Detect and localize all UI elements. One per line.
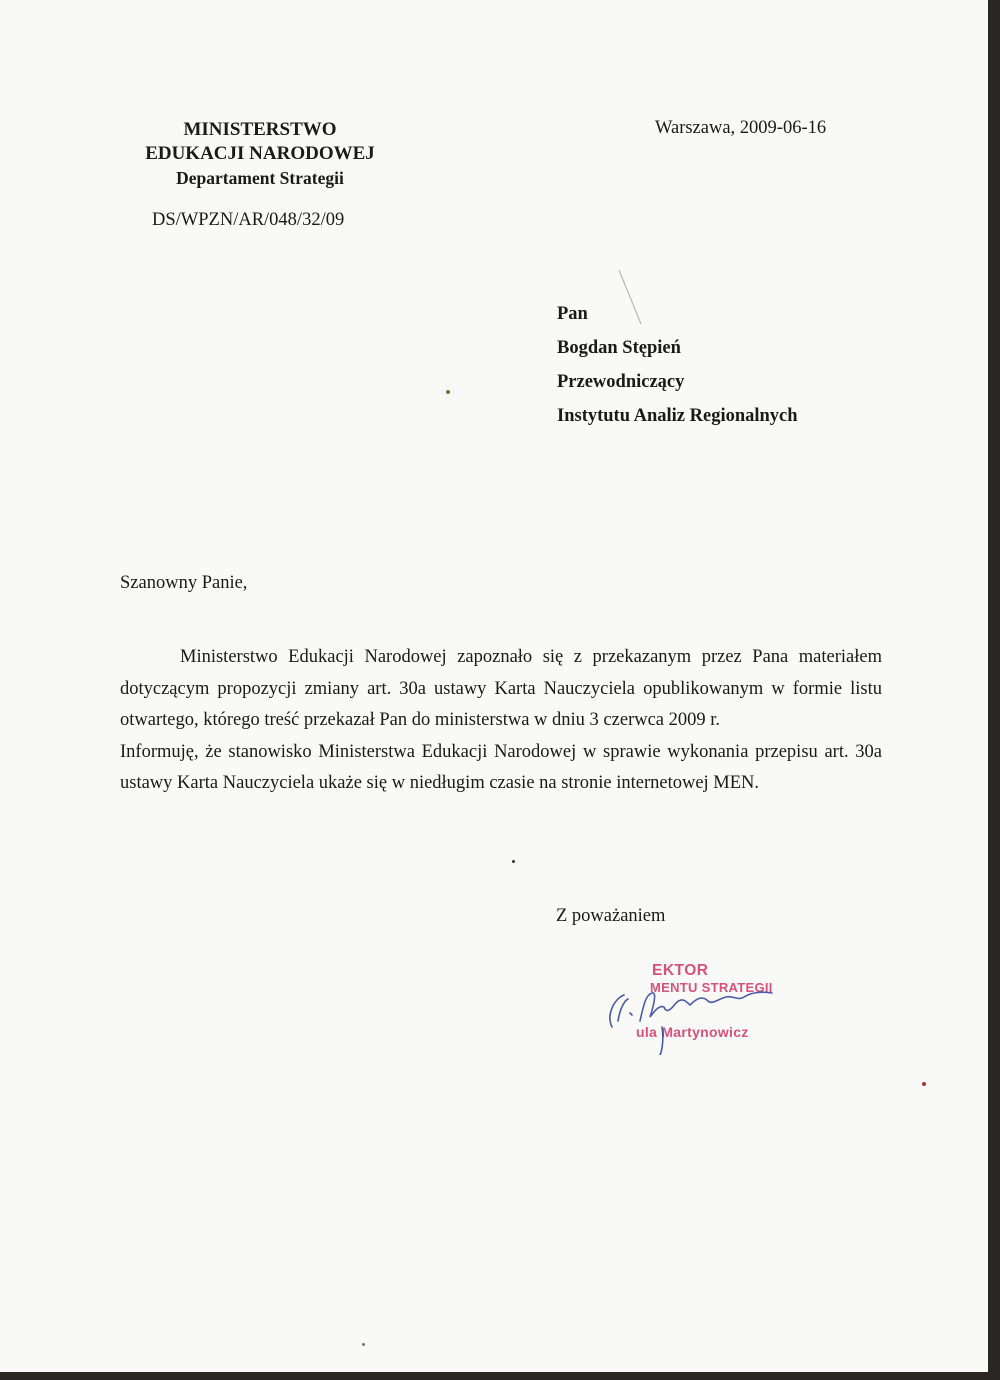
svg-text:ula Martynowicz: ula Martynowicz <box>636 1024 749 1040</box>
place-and-date: Warszawa, 2009-06-16 <box>655 118 827 138</box>
scan-speck <box>362 1343 365 1346</box>
body-paragraph-1: Ministerstwo Edukacji Narodowej zapoznało się z przekazanym przez Pana materiałem dotyczącym propozycji zmiany art. 30a ustawy Karta Nauczyciela opublikowanym w formie listu otwartego, którego treść przekazał Pan do ministerstwa w dniu 3 czerwca 2009 r. <box>120 647 882 730</box>
ministry-name-line1: MINISTERSTWO <box>183 119 337 140</box>
closing-phrase: Z poważaniem <box>556 906 666 926</box>
salutation: Szanowny Panie, <box>120 573 248 593</box>
reference-number: DS/WPZN/AR/048/32/09 <box>152 210 345 230</box>
scan-speck <box>512 860 515 863</box>
addressee-name: Bogdan Stępień <box>557 338 681 358</box>
department-name: Departament Strategii <box>176 168 344 188</box>
addressee-title: Pan <box>557 304 588 324</box>
scan-speck <box>446 390 450 394</box>
ministry-name-line2: EDUKACJI NARODOWEJ <box>145 143 375 164</box>
scan-edge-bottom <box>0 1372 1000 1380</box>
scan-speck <box>922 1082 926 1086</box>
director-stamp-and-signature <box>600 955 810 1055</box>
body-paragraph-2: Informuję, że stanowisko Ministerstwa Edukacji Narodowej w sprawie wykonania przepisu art. 30a ustawy Karta Nauczyciela ukaże się w niedługim czasie na stronie internetowej MEN. <box>120 741 882 793</box>
letter-body <box>120 642 882 800</box>
scan-edge-right <box>988 0 1000 1380</box>
addressee-position: Przewodniczący <box>557 372 685 392</box>
addressee-institution: Instytutu Analiz Regionalnych <box>557 406 798 426</box>
svg-text:EKTOR: EKTOR <box>652 962 709 979</box>
addressee-block <box>557 302 798 438</box>
ministry-letterhead <box>118 118 402 190</box>
svg-text:MENTU STRATEGII: MENTU STRATEGII <box>650 980 773 995</box>
